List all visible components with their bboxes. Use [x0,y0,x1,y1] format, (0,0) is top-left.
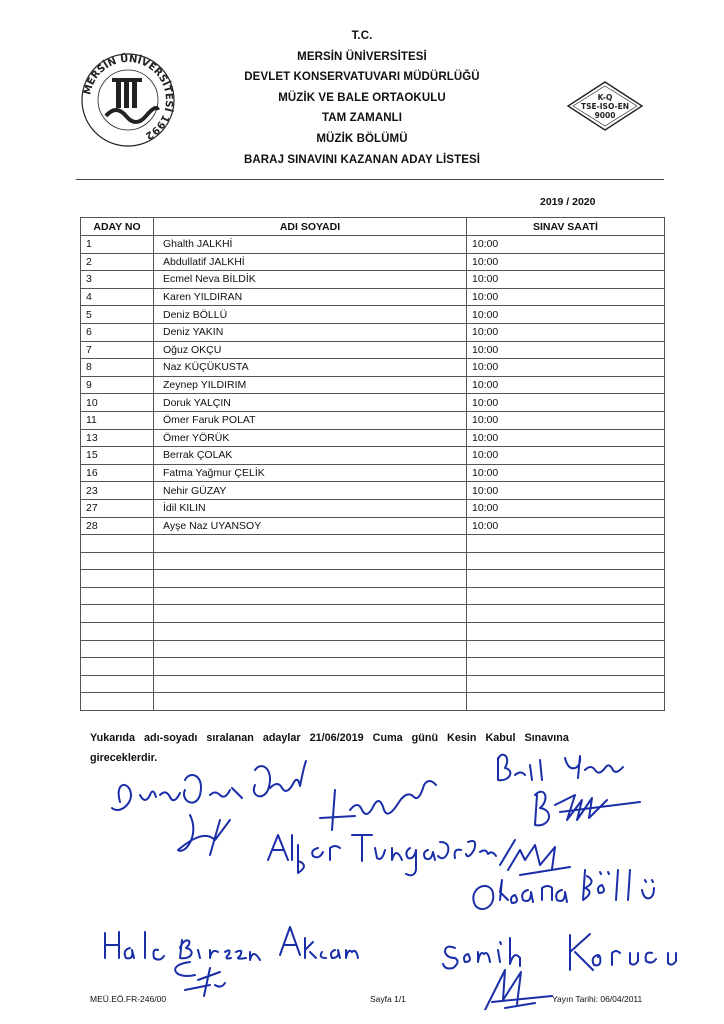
row-sinav-saati: 10:00 [467,394,665,412]
row-aday-no [81,693,154,711]
row-sinav-saati: 10:00 [467,236,665,254]
column-header-sinav-saati: SINAV SAATİ [467,218,665,236]
row-sinav-saati: 10:00 [467,341,665,359]
row-sinav-saati: 10:00 [467,447,665,465]
table-row [81,623,665,641]
row-adi-soyadi [154,693,467,711]
row-adi-soyadi: Ecmel Neva BİLDİK [154,271,467,289]
badge-line1: K-Q [597,93,613,102]
row-adi-soyadi: Nehir GÜZAY [154,482,467,500]
row-adi-soyadi [154,658,467,676]
row-sinav-saati: 10:00 [467,411,665,429]
signature-oksana [473,870,654,909]
table-row [81,288,665,306]
tse-iso-badge [566,80,644,132]
row-adi-soyadi: Zeynep YILDIRIM [154,376,467,394]
table-row [81,394,665,412]
signature-right-pen [500,840,570,875]
table-row [81,482,665,500]
row-aday-no: 28 [81,517,154,535]
row-adi-soyadi: Doruk YALÇIN [154,394,467,412]
signature-hale-3 [175,962,225,996]
academic-year: 2019 / 2020 [540,196,596,208]
row-sinav-saati: 10:00 [467,306,665,324]
footer-page-number: Sayfa 1/1 [370,994,406,1004]
signature-duygu [112,761,306,810]
row-sinav-saati [467,552,665,570]
table-row [81,570,665,588]
row-aday-no: 5 [81,306,154,324]
row-aday-no: 6 [81,323,154,341]
header-line-conservatory: DEVLET KONSERVATUVARI MÜDÜRLÜĞÜ [244,71,480,84]
row-aday-no: 2 [81,253,154,271]
row-aday-no: 11 [81,411,154,429]
row-sinav-saati: 10:00 [467,288,665,306]
row-sinav-saati: 10:00 [467,323,665,341]
table-row [81,517,665,535]
table-row [81,359,665,377]
row-sinav-saati: 10:00 [467,482,665,500]
row-sinav-saati [467,658,665,676]
column-header-adi-soyadi: ADI SOYADI [154,218,467,236]
row-sinav-saati [467,623,665,641]
row-adi-soyadi [154,640,467,658]
row-aday-no: 8 [81,359,154,377]
row-sinav-saati [467,570,665,588]
row-sinav-saati [467,693,665,711]
table-row [81,323,665,341]
row-adi-soyadi: Ayşe Naz UYANSOY [154,517,467,535]
header-line-university: MERSİN ÜNİVERSİTESİ [297,50,427,63]
table-row [81,341,665,359]
table-row [81,411,665,429]
table-row [81,675,665,693]
row-aday-no: 27 [81,499,154,517]
row-sinav-saati: 10:00 [467,517,665,535]
table-row [81,236,665,254]
signature-semih [443,938,520,969]
row-aday-no [81,552,154,570]
row-aday-no: 13 [81,429,154,447]
signature-bottom [485,970,552,1010]
row-aday-no: 7 [81,341,154,359]
document-header [160,26,564,170]
row-adi-soyadi: Karen YILDIRAN [154,288,467,306]
row-sinav-saati: 10:00 [467,253,665,271]
signature-hale-2 [280,927,358,958]
row-adi-soyadi [154,623,467,641]
row-sinav-saati [467,605,665,623]
table-row [81,306,665,324]
table-row [81,253,665,271]
signature-area [0,740,724,1010]
row-adi-soyadi: Berrak ÇOLAK [154,447,467,465]
signature-hale [105,932,260,960]
header-line-school: MÜZİK VE BALE ORTAOKULU [278,91,446,104]
note-line-1: Yukarıda adı-soyadı sıralanan adaylar 21/06/2019 Cuma günü Kesin Kabul Sınavına [90,732,569,744]
row-sinav-saati [467,640,665,658]
row-aday-no: 9 [81,376,154,394]
row-aday-no: 16 [81,464,154,482]
column-header-aday-no: ADAY NO [81,218,154,236]
table-row [81,376,665,394]
row-sinav-saati: 10:00 [467,429,665,447]
header-line-department: MÜZİK BÖLÜMÜ [316,132,408,145]
table-row [81,640,665,658]
row-sinav-saati: 10:00 [467,376,665,394]
table-row [81,447,665,465]
row-sinav-saati: 10:00 [467,464,665,482]
row-aday-no: 4 [81,288,154,306]
row-aday-no: 1 [81,236,154,254]
header-divider [76,179,664,180]
row-aday-no [81,640,154,658]
candidate-table [80,217,665,711]
row-aday-no [81,675,154,693]
row-adi-soyadi [154,587,467,605]
table-row [81,605,665,623]
row-adi-soyadi [154,552,467,570]
row-aday-no: 10 [81,394,154,412]
signature-alper [268,835,496,875]
row-adi-soyadi: Deniz BÖLLÜ [154,306,467,324]
row-aday-no [81,587,154,605]
row-sinav-saati [467,587,665,605]
row-adi-soyadi [154,605,467,623]
table-row [81,658,665,676]
footer-form-code: MEÜ.EÖ.FR-246/00 [90,994,167,1004]
row-aday-no [81,535,154,553]
row-sinav-saati [467,535,665,553]
row-adi-soyadi: Fatma Yağmur ÇELİK [154,464,467,482]
header-line-list-title: BARAJ SINAVINI KAZANAN ADAY LİSTESİ [243,153,481,166]
row-adi-soyadi: Abdullatif JALKHİ [154,253,467,271]
table-row [81,499,665,517]
row-aday-no [81,570,154,588]
row-adi-soyadi [154,675,467,693]
logo-ring-text: MERSİN ÜNİVERSİTESİ 1992 [82,53,175,142]
row-aday-no [81,658,154,676]
signature-duygu-flourish [178,815,230,855]
row-adi-soyadi: Ömer YÖRÜK [154,429,467,447]
row-aday-no: 15 [81,447,154,465]
signature-center [320,781,436,830]
badge-line3: 9000 [594,111,616,120]
table-row [81,464,665,482]
row-sinav-saati: 10:00 [467,499,665,517]
badge-line2: TSE-ISO-EN [581,102,629,111]
signature-betul-2 [535,792,640,826]
header-line-fulltime: TAM ZAMANLI [321,112,403,125]
row-aday-no: 23 [81,482,154,500]
row-aday-no: 3 [81,271,154,289]
row-aday-no [81,605,154,623]
row-adi-soyadi: Oğuz OKÇU [154,341,467,359]
row-adi-soyadi: Ömer Faruk POLAT [154,411,467,429]
row-aday-no [81,623,154,641]
row-adi-soyadi: İdil KILIN [154,499,467,517]
row-adi-soyadi: Ghalth JALKHİ [154,236,467,254]
row-sinav-saati: 10:00 [467,359,665,377]
row-adi-soyadi: Deniz YAKIN [154,323,467,341]
row-adi-soyadi [154,570,467,588]
footer-publish-date: Yayın Tarihi: 06/04/2011 [552,994,643,1004]
table-row [81,271,665,289]
table-row [81,429,665,447]
table-row [81,552,665,570]
table-row [81,535,665,553]
table-body [81,236,665,711]
signature-korucu [570,934,676,970]
row-sinav-saati: 10:00 [467,271,665,289]
signature-betul [498,755,623,781]
row-sinav-saati [467,675,665,693]
row-adi-soyadi [154,535,467,553]
row-adi-soyadi: Naz KÜÇÜKUSTA [154,359,467,377]
table-row [81,587,665,605]
table-row [81,693,665,711]
table-header-row [81,218,665,236]
note-line-2: gireceklerdir. [90,752,158,764]
header-line-tc: T.C. [351,30,373,42]
